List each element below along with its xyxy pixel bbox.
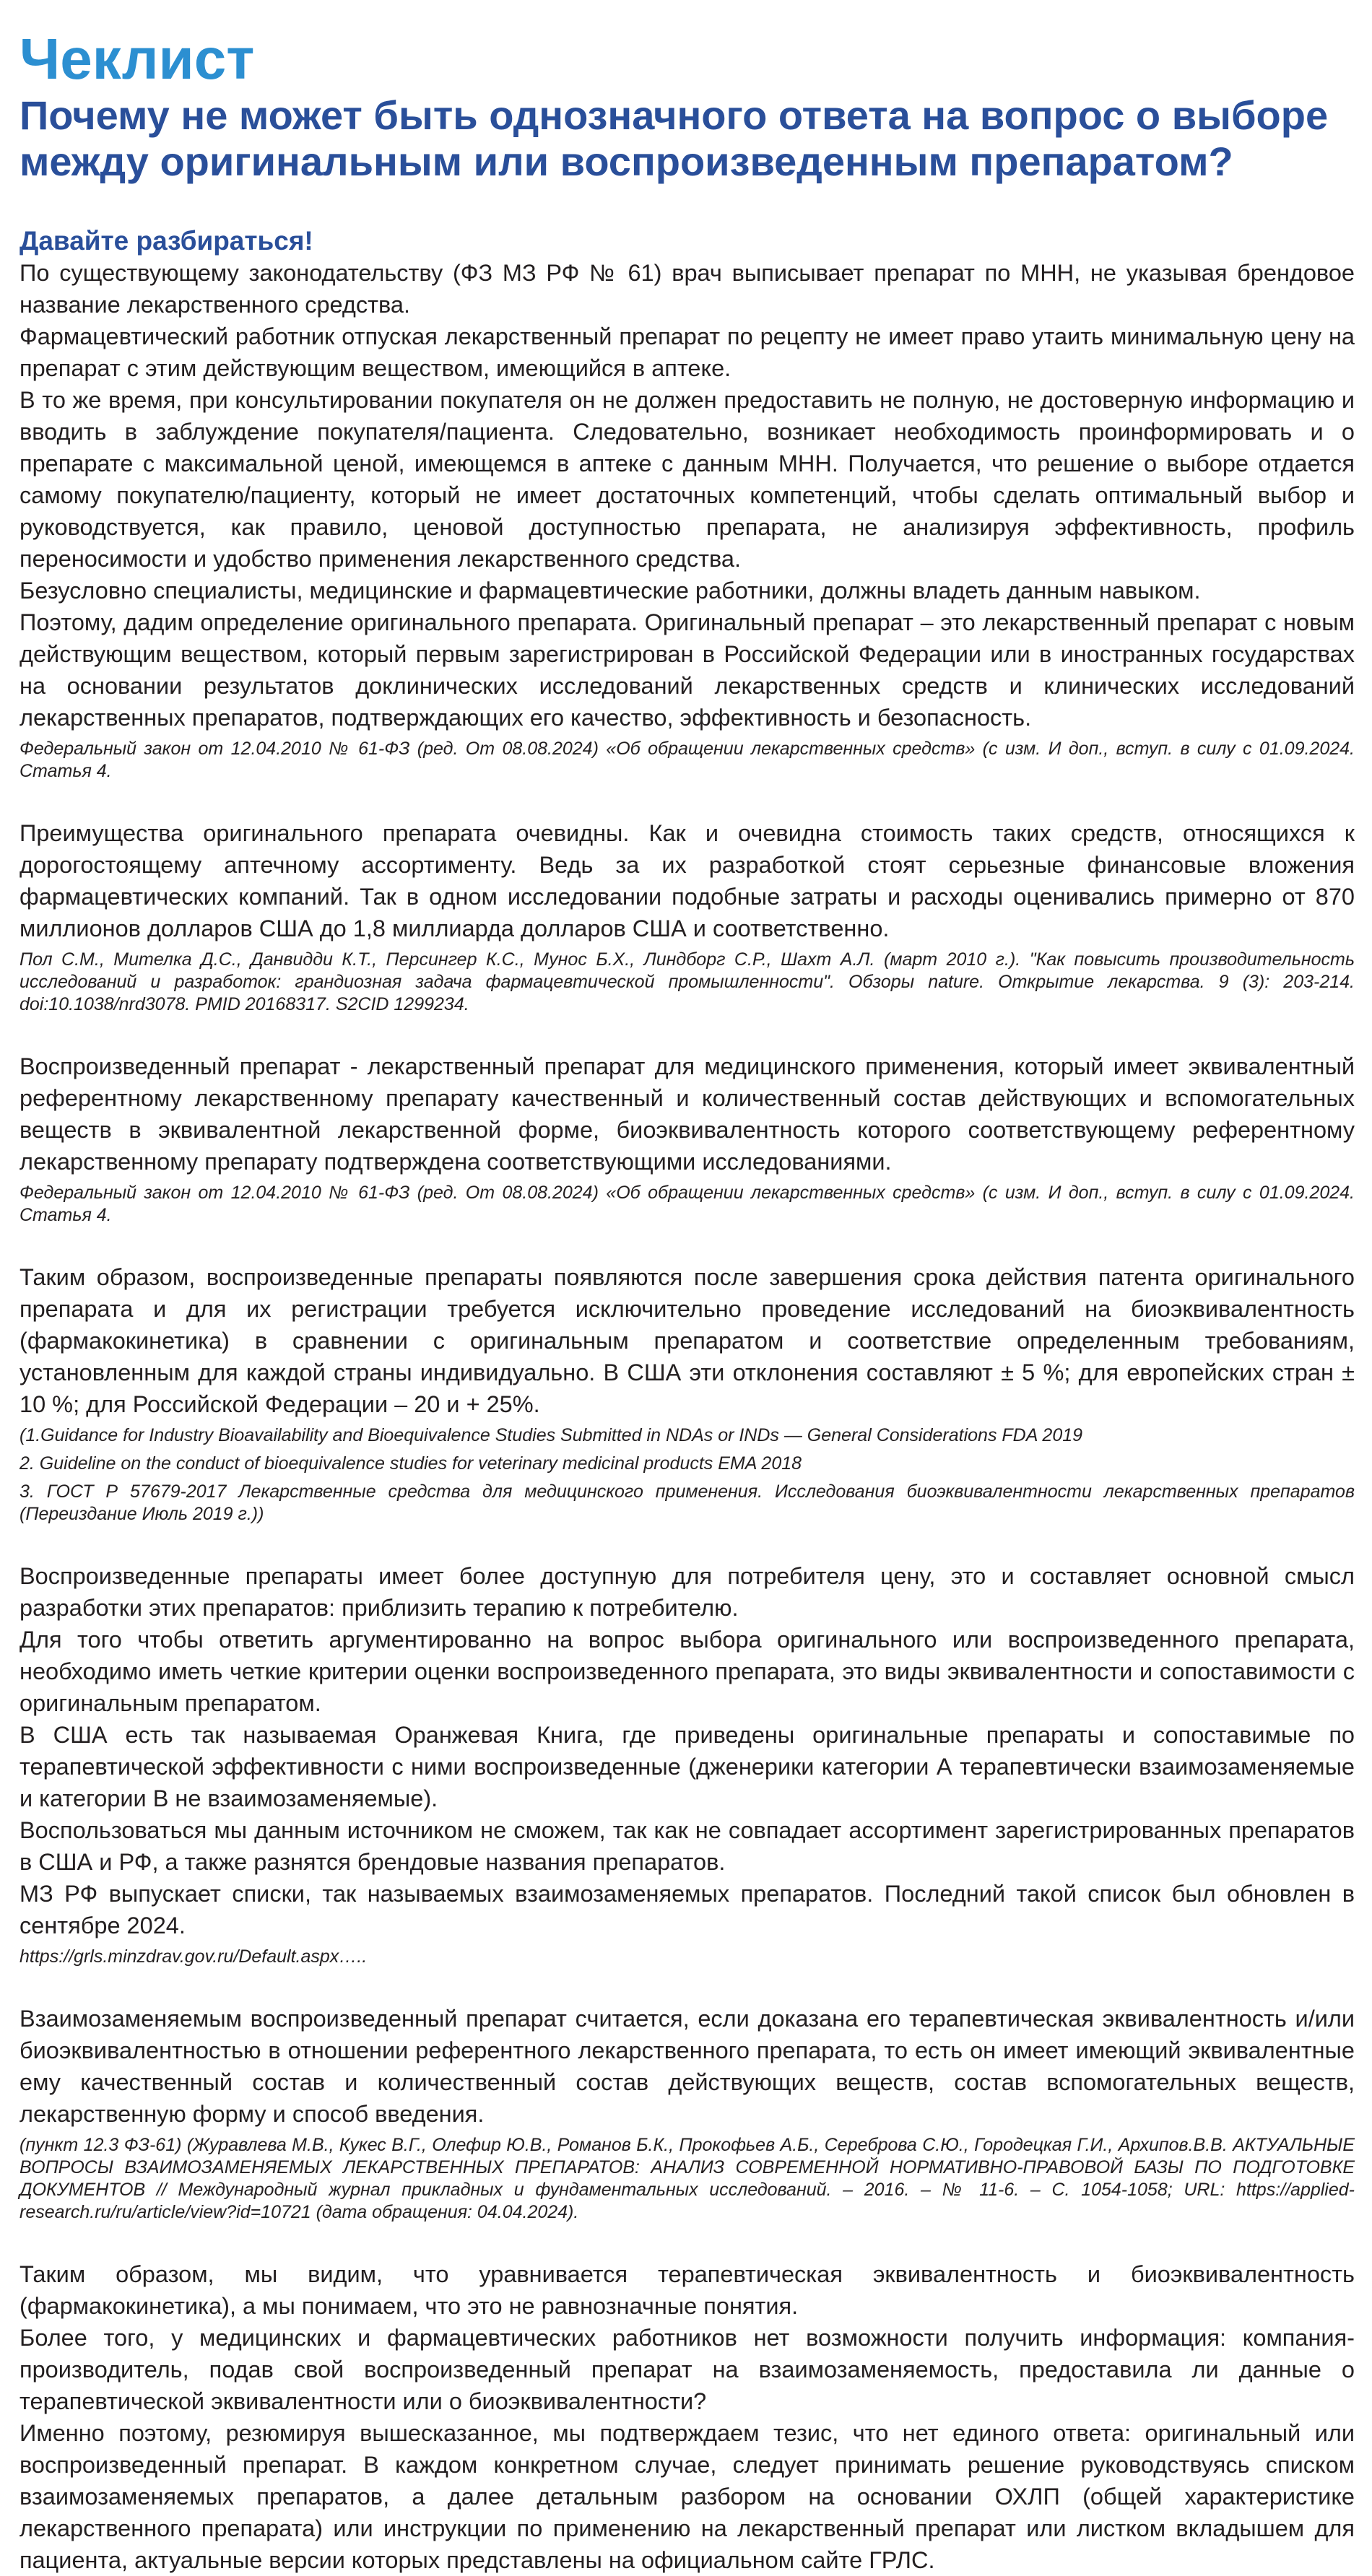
- reference-note: 2. Guideline on the conduct of bioequivalence studies for veterinary medicinal products EMA 2018: [19, 1453, 802, 1474]
- reference-notes: [19, 1946, 1355, 1968]
- reference-note: 3. ГОСТ Р 57679-2017 Лекарственные средства для медицинского применения. Исследования биоэквивалентности лекарственных препаратов (Переиздание Июль 2019 г.)): [19, 1481, 1355, 1524]
- reference-notes: [19, 1424, 1355, 1526]
- reference-notes: [19, 949, 1355, 1016]
- body-paragraph: Преимущества оригинального препарата очевидны. Как и очевидна стоимость таких средств, относящихся к дорогостоящему аптечному ассортименту. Ведь за их разработкой стоят серьезные финансовые вложения фармацевтических компаний. Так в одном исследовании подобные затраты и расходы оценивались примерно от 870 миллионов долларов США до 1,8 миллиарда долларов США и соответственно.: [19, 820, 1355, 941]
- body-paragraph: Более того, у медицинских и фармацевтических работников нет возможности получить информация: компания-производитель, подав свой воспроизведенный препарат на взаимозаменяемость, предоставила ли данные о терапевтической эквивалентности или о биоэквивалентности?: [19, 2325, 1355, 2414]
- text-section: [19, 2003, 1355, 2224]
- reference-notes: [19, 1182, 1355, 1227]
- page-subtitle: Почему не может быть однозначного ответа на вопрос о выборе между оригинальным или воспроизведенным препаратом?: [19, 92, 1329, 184]
- body-paragraph: В США есть так называемая Оранжевая Книга, где приведены оригинальные препараты и сопоставимые по терапевтической эффективности с ними воспроизведенные (дженерики категории А терапевтически взаимозаменяемые и категории В не взаимозаменяемые).: [19, 1722, 1355, 1811]
- body-paragraph: Воспользоваться мы данным источником не сможем, так как не совпадает ассортимент зарегистрированных препаратов в США и РФ, а также разнятся брендовые названия препаратов.: [19, 1817, 1355, 1875]
- reference-note: Федеральный закон от 12.04.2010 № 61-ФЗ (ред. От 08.08.2024) «Об обращении лекарственных средств» (с изм. И доп., вступ. в силу с 01.09.2024. Статья 4.: [19, 1183, 1355, 1225]
- body-paragraph: Безусловно специалисты, медицинские и фармацевтические работники, должны владеть данным навыком.: [19, 578, 1201, 604]
- lead-heading: Давайте разбираться!: [19, 226, 313, 256]
- text-section: [19, 1560, 1355, 1968]
- body-paragraph: Для того чтобы ответить аргументированно на вопрос выбора оригинального или воспроизведенного препарата, необходимо иметь четкие критерии оценки воспроизведенного препарата, это виды эквивалентности и сопоставимости с оригинальным препаратом.: [19, 1627, 1355, 1716]
- article-body: [19, 257, 1355, 2576]
- reference-note: (1.Guidance for Industry Bioavailability and Bioequivalence Studies Submitted in NDAs or INDs — General Considerations FDA 2019: [19, 1425, 1083, 1445]
- reference-note: Пол С.М., Мителка Д.С., Данвидди К.Т., Персингер К.С., Мунос Б.Х., Линдборг С.Р., Шахт А.Л. (март 2010 г.). "Как повысить производительность исследований и разработок: грандиозная задача фармацевтической промышленности". Обзоры nature. Открытие лекарства. 9 (3): 203-214. doi:10.1038/nrd3078. PMID 20168317. S2CID 1299234.: [19, 949, 1355, 1014]
- text-section: [19, 2258, 1355, 2576]
- body-paragraph: Воспроизведенный препарат - лекарственный препарат для медицинского применения, который имеет эквивалентный референтному лекарственному препарату качественный и количественный состав действующих и вспомогательных веществ в эквивалентной лекарственной форме, биоэквивалентность которого соответствующему референтному лекарственному препарату подтверждена соответствующими исследованиями.: [19, 1053, 1355, 1175]
- body-paragraph: Именно поэтому, резюмируя вышесказанное, мы подтверждаем тезис, что нет единого ответа: оригинальный или воспроизведенный препарат. В каждом конкретном случае, следует принимать решение руководствуясь списком взаимозаменяемых препаратов, а далее детальным разбором на основании ОХЛП (общей характеристике лекарственного препарата) или инструкции по применению на лекарственный препарат или листком вкладышем для пациента, актуальные версии которых представлены на официальном сайте ГРЛС.: [19, 2420, 1355, 2573]
- body-paragraph: МЗ РФ выпускает списки, так называемых взаимозаменяемых препаратов. Последний такой список был обновлен в сентябре 2024.: [19, 1881, 1355, 1938]
- body-paragraph: Фармацевтический работник отпуская лекарственный препарат по рецепту не имеет право утаить минимальную цену на препарат с этим действующим веществом, имеющийся в аптеке.: [19, 323, 1355, 381]
- body-paragraph: Таким образом, мы видим, что уравнивается терапевтическая эквивалентность и биоэквивалентность (фармакокинетика), а мы понимаем, что это не равнозначные понятия.: [19, 2261, 1355, 2319]
- body-paragraph: Поэтому, дадим определение оригинального препарата. Оригинальный препарат – это лекарственный препарат с новым действующим веществом, который первым зарегистрирован в Российской Федерации или в иностранных государствах на основании результатов доклинических исследований лекарственных средств и клинических исследований лекарственных препаратов, подтверждающих его качество, эффективность и безопасность.: [19, 609, 1355, 731]
- text-section: [19, 257, 1355, 783]
- reference-notes: [19, 2134, 1355, 2224]
- text-section: [19, 817, 1355, 1016]
- reference-notes: [19, 738, 1355, 783]
- reference-note: (пункт 12.3 ФЗ-61) (Журавлева М.В., Кукес В.Г., Олефир Ю.В., Романов Б.К., Прокофьев А.Б., Сереброва С.Ю., Городецкая Г.И., Архипов.В.В. АКТУАЛЬНЫЕ ВОПРОСЫ ВЗАИМОЗАМЕНЯЕМЫХ ЛЕКАРСТВЕННЫХ ПРЕПАРАТОВ: АНАЛИЗ СОВРЕМЕННОЙ НОРМАТИВНО-ПРАВОВОЙ БАЗЫ ПО ПОДГОТОВКЕ ДОКУМЕНТОВ // Международный журнал прикладных и фундаментальных исследований. – 2016. – № 11-6. – С. 1054-1058; URL: https://applied-research.ru/ru/article/view?id=10721 (дата обращения: 04.04.2024).: [19, 2135, 1355, 2222]
- page-title: Чеклист: [19, 27, 255, 91]
- body-paragraph: Воспроизведенные препараты имеет более доступную для потребителя цену, это и составляет основной смысл разработки этих препаратов: приблизить терапию к потребителю.: [19, 1563, 1355, 1621]
- reference-note: https://grls.minzdrav.gov.ru/Default.aspx…..: [19, 1946, 368, 1967]
- body-paragraph: Взаимозаменяемым воспроизведенный препарат считается, если доказана его терапевтическая эквивалентность и/или биоэквивалентностью в отношении референтного лекарственного препарата, то есть он имеет имеющий эквивалентные ему качественный состав и количественный состав действующих веществ, состав вспомогательных веществ, лекарственную форму и способ введения.: [19, 2006, 1355, 2127]
- body-paragraph: Таким образом, воспроизведенные препараты появляются после завершения срока действия патента оригинального препарата и для их регистрации требуется исключительно проведение исследований на биоэквивалентность (фармакокинетика) в сравнении с оригинальным препаратом и соответствие определенным требованиям, установленным для каждой страны индивидуально. В США эти отклонения составляют ± 5 %; для европейских стран ± 10 %; для Российской Федерации – 20 и + 25%.: [19, 1264, 1355, 1417]
- reference-note: Федеральный закон от 12.04.2010 № 61-ФЗ (ред. От 08.08.2024) «Об обращении лекарственных средств» (с изм. И доп., вступ. в силу с 01.09.2024. Статья 4.: [19, 739, 1355, 781]
- body-paragraph: По существующему законодательству (ФЗ МЗ РФ № 61) врач выписывает препарат по МНН, не указывая брендовое название лекарственного средства.: [19, 260, 1355, 318]
- text-section: [19, 1261, 1355, 1526]
- body-paragraph: В то же время, при консультировании покупателя он не должен предоставить не полную, не достоверную информацию и вводить в заблуждение покупателя/пациента. Следовательно, возникает необходимость проинформировать и о препарате с максимальной ценой, имеющемся в аптеке с данным МНН. Получается, что решение о выборе отдается самому покупателю/пациенту, который не имеет достаточных компетенций, чтобы сделать оптимальный выбор и руководствуется, как правило, ценовой доступностью препарата, не анализируя эффективность, профиль переносимости и удобство применения лекарственного средства.: [19, 387, 1355, 572]
- text-section: [19, 1050, 1355, 1227]
